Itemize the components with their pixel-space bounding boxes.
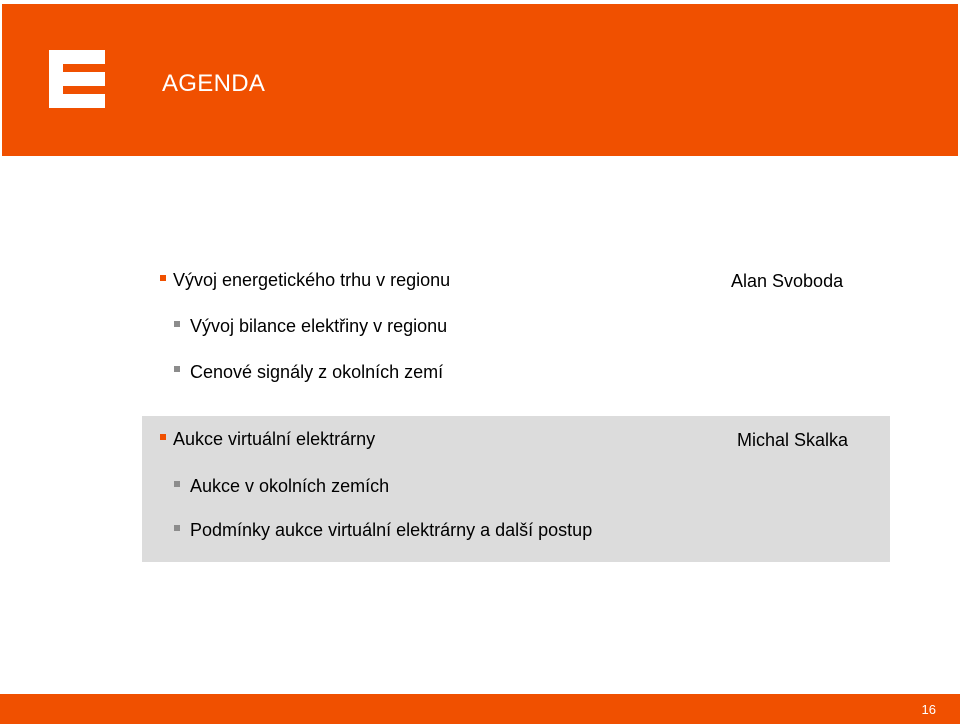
agenda-subitem: Vývoj bilance elektřiny v regionu xyxy=(190,316,448,336)
agenda-subitem: Podmínky aukce virtuální elektrárny a další postup xyxy=(190,520,593,540)
bullet-icon xyxy=(174,481,180,487)
page-title: AGENDA xyxy=(162,70,266,97)
page-number: 16 xyxy=(921,702,936,717)
footer-bar xyxy=(0,694,960,724)
bullet-icon xyxy=(160,434,166,440)
bullet-icon xyxy=(174,525,180,531)
header-bar xyxy=(2,4,958,156)
bullet-icon xyxy=(174,366,180,372)
presenter-name: Alan Svoboda xyxy=(731,271,844,291)
bullet-icon xyxy=(174,321,180,327)
presenter-name: Michal Skalka xyxy=(737,430,849,450)
agenda-item: Vývoj energetického trhu v regionu xyxy=(173,270,451,290)
agenda-item: Aukce virtuální elektrárny xyxy=(173,429,376,449)
cez-logo-icon xyxy=(49,50,105,108)
agenda-subitem: Aukce v okolních zemích xyxy=(190,476,390,496)
agenda-subitem: Cenové signály z okolních zemí xyxy=(190,362,444,382)
bullet-icon xyxy=(160,275,166,281)
